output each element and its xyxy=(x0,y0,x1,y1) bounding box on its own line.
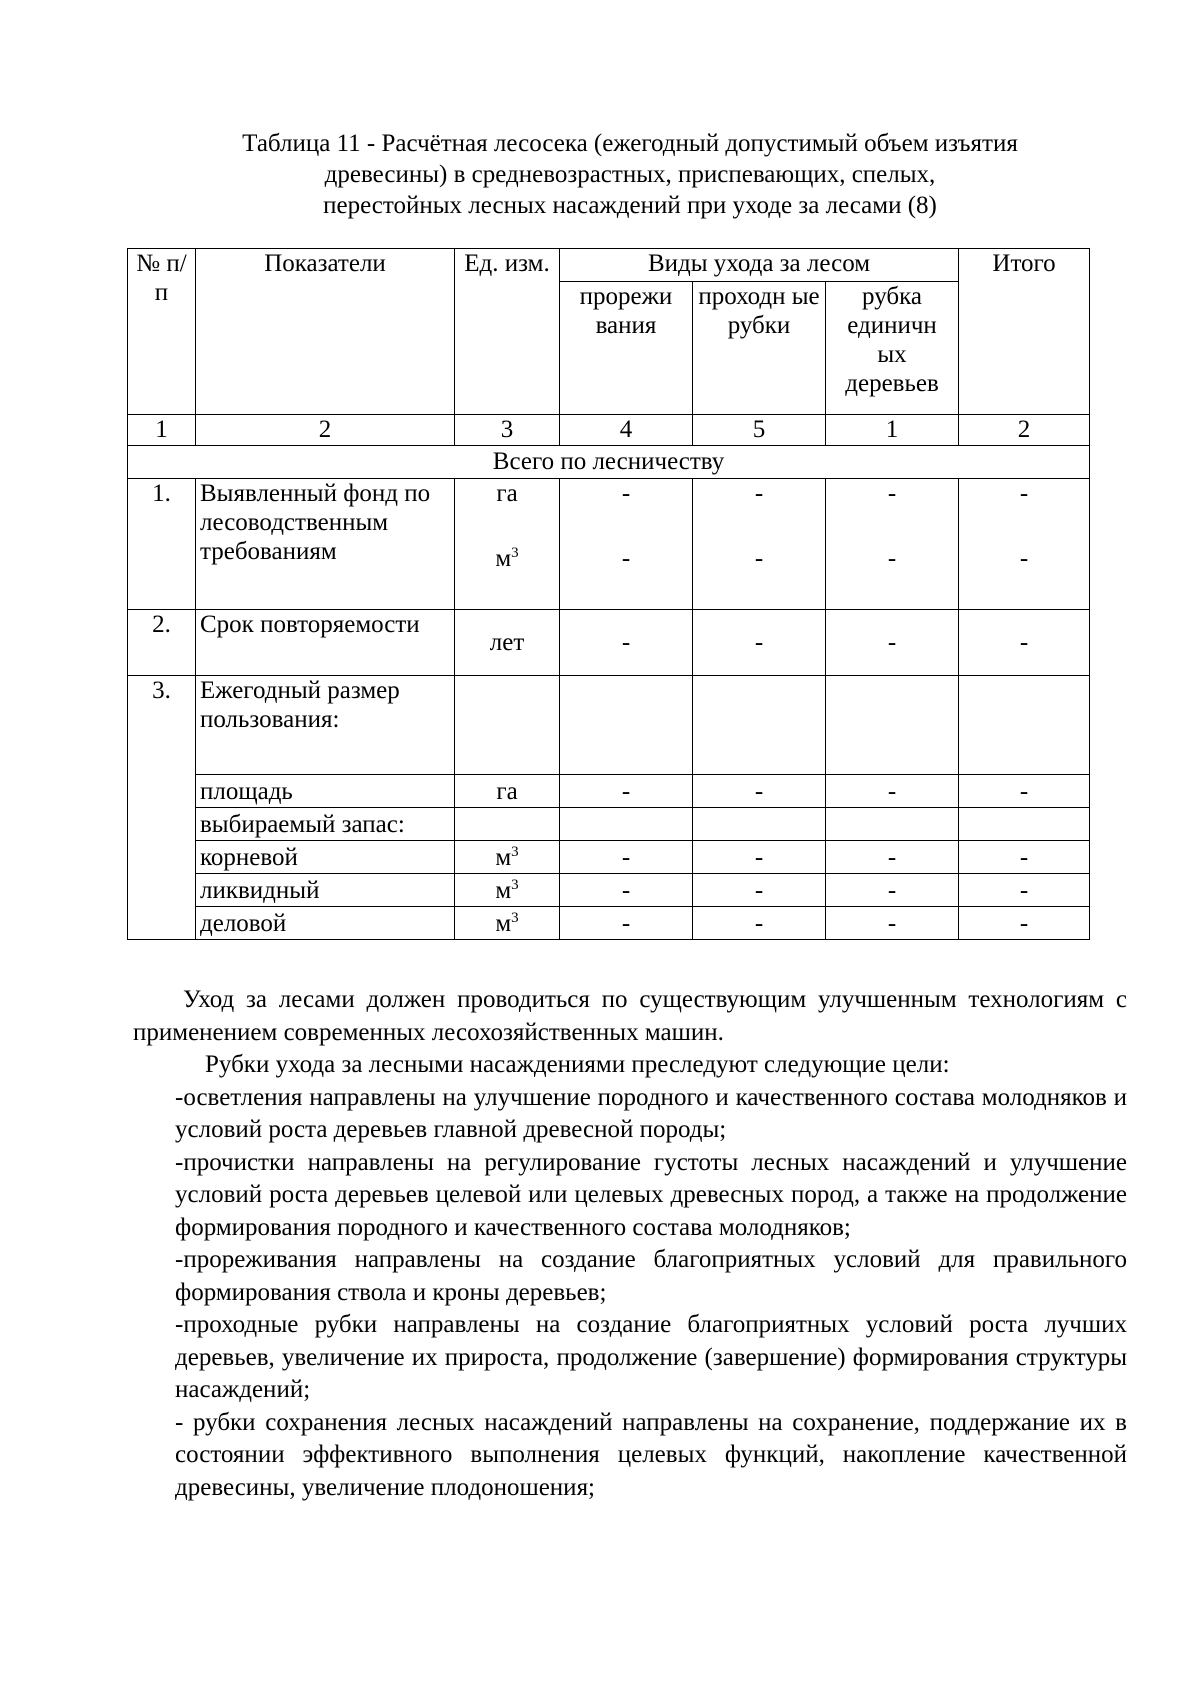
value-cell: - xyxy=(959,907,1090,940)
value-cell: - - xyxy=(560,479,693,610)
empty-cell xyxy=(560,676,693,775)
value-cell: - xyxy=(693,841,826,874)
empty-cell xyxy=(455,676,560,775)
caption-line-1: Таблица 11 - Расчётная лесосека (ежегодный допустимый объем изъятия xyxy=(242,130,1018,157)
value-cell: - xyxy=(560,775,693,808)
row-unit: $м^3$ xyxy=(455,874,560,907)
paragraph: Рубки ухода за лесными насаждениями преследуют следующие цели: xyxy=(205,1051,950,1078)
value-cell: - xyxy=(693,874,826,907)
header-passing-cuts: проходн ые рубки xyxy=(693,282,826,415)
caption-line-3: перестойных лесных насаждений при уходе за лесами (8) xyxy=(323,192,937,219)
header-num: № п/п xyxy=(128,249,196,415)
empty-cell xyxy=(826,808,959,841)
empty-cell xyxy=(455,808,560,841)
value-cell: - - xyxy=(826,479,959,610)
empty-cell xyxy=(693,808,826,841)
value-cell: - xyxy=(959,874,1090,907)
column-number-row xyxy=(128,415,1090,446)
empty-cell xyxy=(959,808,1090,841)
row-number: 2. xyxy=(128,610,196,676)
header-single-tree-cut: рубка единичн ых деревьев xyxy=(826,282,959,415)
unit-ha: га xyxy=(496,480,518,507)
row-unit: лет xyxy=(455,610,560,676)
table-caption xyxy=(150,128,1110,221)
value-cell: - xyxy=(560,841,693,874)
value-cell: - xyxy=(826,610,959,676)
row-label: Ежегодный размер пользования: xyxy=(196,676,455,775)
section-title: Всего по лесничеству xyxy=(128,446,1090,479)
row-number: 3. xyxy=(128,676,196,940)
value-cell: - xyxy=(693,775,826,808)
table-row xyxy=(128,841,1090,874)
column-number: 1 xyxy=(128,415,196,446)
column-number: 4 xyxy=(560,415,693,446)
row-unit: $м^3$ xyxy=(455,841,560,874)
value-cell: - xyxy=(959,841,1090,874)
column-number: 1 xyxy=(826,415,959,446)
row-label: выбираемый запас: xyxy=(196,808,455,841)
table-row xyxy=(128,676,1090,775)
paragraph: Уход за лесами должен проводиться по существующим улучшенным технологиям с применением современных лесохозяйственных машин. xyxy=(133,986,1127,1046)
row-number: 1. xyxy=(128,479,196,610)
value-cell: - - xyxy=(959,479,1090,610)
value-cell: - xyxy=(826,775,959,808)
value-cell: - xyxy=(560,874,693,907)
table-row xyxy=(128,610,1090,676)
row-label: корневой xyxy=(196,841,455,874)
list-item: - рубки сохранения лесных насаждений направлены на сохранение, поддержание их в состоянии эффективного выполнения целевых функций, накопление качественной древесины, увеличение плодоношения; xyxy=(175,1408,1127,1501)
caption-line-2: древесины) в средневозрастных, приспевающих, спелых, xyxy=(324,161,936,188)
value-cell: - xyxy=(560,907,693,940)
column-number: 3 xyxy=(455,415,560,446)
header-indicators: Показатели xyxy=(196,249,455,415)
allowable-cut-table xyxy=(127,248,1090,940)
section-row xyxy=(128,446,1090,479)
header-care-types: Виды ухода за лесом xyxy=(560,249,959,282)
row-unit: $м^3$ xyxy=(455,907,560,940)
value-cell: - - xyxy=(693,479,826,610)
empty-cell xyxy=(959,676,1090,775)
list-item: -прочистки направлены на регулирование густоты лесных насаждений и улучшение условий роста деревьев целевой или целевых древесных пород, а также на продолжение формирования породного и качественного состава молодняков; xyxy=(175,1148,1127,1241)
table-row xyxy=(128,775,1090,808)
row-unit xyxy=(455,479,560,610)
row-label: деловой xyxy=(196,907,455,940)
value-cell: - xyxy=(826,841,959,874)
list-item: -проходные рубки направлены на создание благоприятных условий роста лучших деревьев, увеличение их прироста, продолжение (завершение) формирования структуры насаждений; xyxy=(175,1311,1127,1403)
body-text xyxy=(133,984,1127,1504)
value-cell: - xyxy=(959,775,1090,808)
value-cell: - xyxy=(826,874,959,907)
empty-cell xyxy=(693,676,826,775)
row-label: Срок повторяемости xyxy=(196,610,455,676)
table-row xyxy=(128,479,1090,610)
row-unit: га xyxy=(455,775,560,808)
table-row xyxy=(128,907,1090,940)
header-unit: Ед. изм. xyxy=(455,249,560,415)
empty-cell xyxy=(560,808,693,841)
unit-m3: $м^3$ xyxy=(495,545,519,572)
table-row xyxy=(128,808,1090,841)
value-cell: - xyxy=(826,907,959,940)
column-number: 2 xyxy=(196,415,455,446)
empty-cell xyxy=(826,676,959,775)
row-label: Выявленный фонд по лесоводственным требованиям xyxy=(196,479,455,610)
list-item: -осветления направлены на улучшение породного и качественного состава молодняков и условий роста деревьев главной древесной породы; xyxy=(175,1083,1127,1143)
table-row xyxy=(128,874,1090,907)
value-cell: - xyxy=(693,610,826,676)
column-number: 5 xyxy=(693,415,826,446)
list-item: -прореживания направлены на создание благоприятных условий для правильного формирования ствола и кроны деревьев; xyxy=(175,1246,1127,1306)
row-label: площадь xyxy=(196,775,455,808)
value-cell: - xyxy=(560,610,693,676)
value-cell: - xyxy=(959,610,1090,676)
column-number: 2 xyxy=(959,415,1090,446)
header-thinning: прорежи вания xyxy=(560,282,693,415)
value-cell: - xyxy=(693,907,826,940)
row-label: ликвидный xyxy=(196,874,455,907)
header-total: Итого xyxy=(959,249,1090,415)
